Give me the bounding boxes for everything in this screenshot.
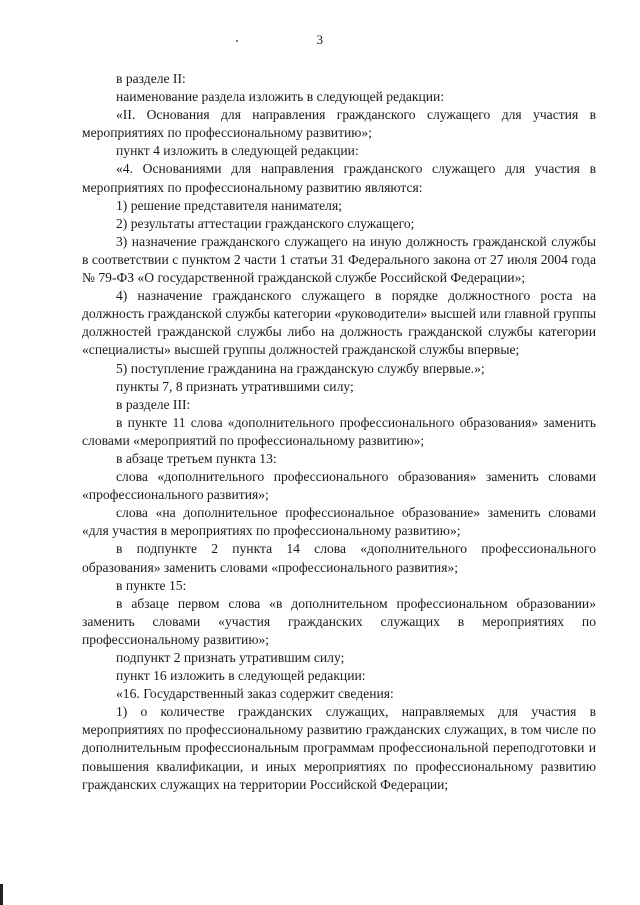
paragraph: пункты 7, 8 признать утратившими силу;	[116, 378, 354, 394]
paragraph: 4) назначение гражданского служащего в порядке должностного роста на должность гражданской службы категории «руководители» высшей или главной группы должностей гражданской службы либо на должность гражданской службы категории «специалисты» высшей группы должностей гражданской службы впервые;	[82, 288, 596, 358]
paragraph: слова «дополнительного профессионального образования» заменить словами «профессионального развития»;	[82, 469, 596, 503]
paragraph: в пункте 11 слова «дополнительного профессионального образования» заменить словами «мероприятий по профессиональному развитию»;	[82, 414, 596, 448]
paragraph: 5) поступление гражданина на гражданскую службу впервые.»;	[116, 360, 485, 376]
page-number: 3	[316, 32, 324, 47]
paragraph: в пункте 15:	[116, 577, 187, 593]
paragraph: 3) назначение гражданского служащего на иную должность гражданской службы в соответствии с пунктом 2 части 1 статьи 31 Федерального закона от 27 июля 2004 года № 79-ФЗ «О государственной гражданской службе Российской Федерации»;	[82, 233, 596, 286]
document-body	[82, 70, 596, 794]
paragraph: в разделе II:	[116, 71, 186, 86]
scan-edge-mark	[0, 884, 3, 905]
paragraph: в абзаце третьем пункта 13:	[116, 450, 277, 466]
paragraph: в подпункте 2 пункта 14 слова «дополнительного профессионального образования» заменить словами «профессионального развития»;	[82, 541, 596, 575]
paragraph: в разделе III:	[116, 396, 191, 412]
paragraph: 2) результаты аттестации гражданского служащего;	[116, 215, 415, 231]
paragraph: в абзаце первом слова «в дополнительном профессиональном образовании» заменить словами «участия гражданских служащих в мероприятиях по профессиональному развитию»;	[82, 595, 596, 647]
paragraph: наименование раздела изложить в следующей редакции:	[116, 89, 445, 105]
paragraph: «II. Основания для направления гражданского служащего для участия в мероприятиях по профессиональному развитию»;	[82, 107, 596, 141]
paragraph: слова «на дополнительное профессиональное образование» заменить словами «для участия в мероприятиях по профессиональному развитию»;	[82, 505, 596, 539]
paragraph: «4. Основаниями для направления гражданского служащего для участия в мероприятиях по профессиональному развитию являются:	[82, 161, 596, 195]
paragraph: 1) решение представителя нанимателя;	[116, 197, 342, 213]
paragraph: подпункт 2 признать утратившим силу;	[116, 650, 345, 665]
paragraph: пункт 16 изложить в следующей редакции:	[116, 668, 366, 684]
paragraph: «16. Государственный заказ содержит сведения:	[116, 686, 394, 702]
paragraph: пункт 4 изложить в следующей редакции:	[116, 143, 359, 159]
paragraph: 1) о количестве гражданских служащих, направляемых для участия в мероприятиях по профессиональному развитию гражданских служащих, в том числе по дополнительным профессиональным программам профессиональной переподготовки и повышения квалификации, и иных мероприятиях по профессиональному развитию гражданских служащих на территории Российской Федерации;	[82, 704, 596, 792]
scan-speck	[236, 40, 238, 42]
